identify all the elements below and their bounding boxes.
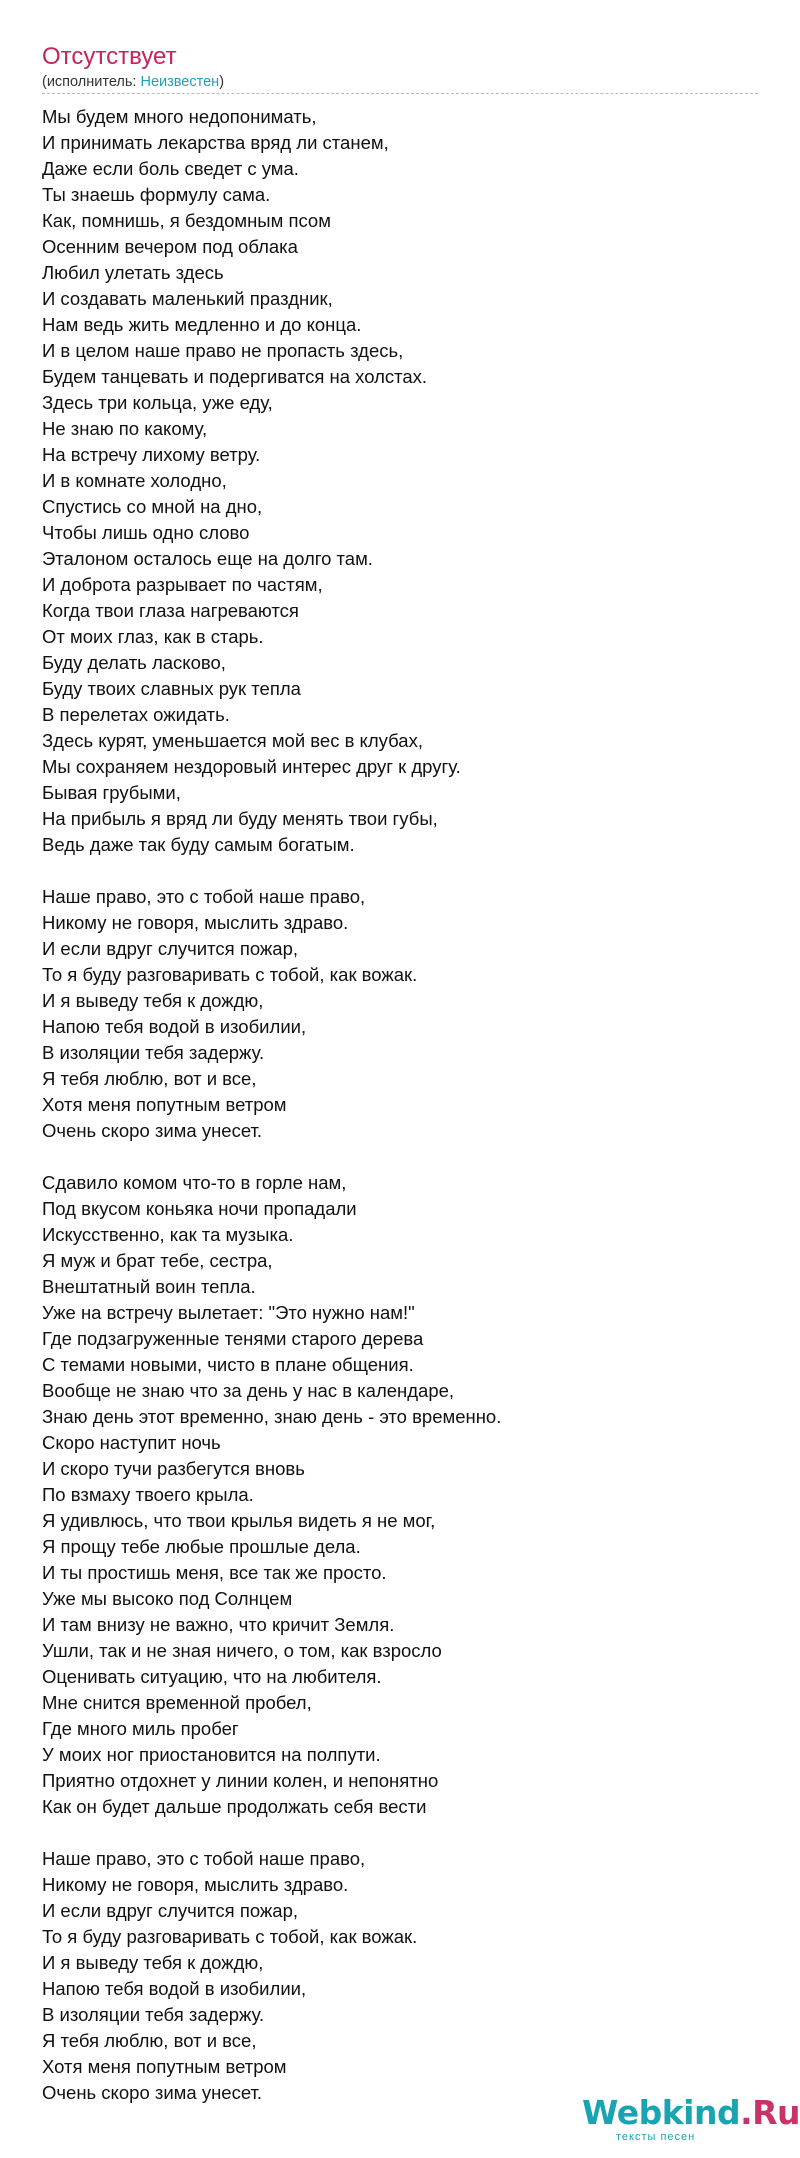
lyric-line: Искусственно, как та музыка.: [42, 1224, 294, 1245]
lyric-line: И в целом наше право не пропасть здесь,: [42, 340, 404, 361]
lyric-line: Я тебя люблю, вот и все,: [42, 2030, 257, 2051]
lyrics-text: [42, 104, 742, 2106]
lyric-line: Скоро наступит ночь: [42, 1432, 221, 1453]
lyric-line: Наше право, это с тобой наше право,: [42, 1848, 366, 1869]
lyric-line: Любил улетать здесь: [42, 262, 224, 283]
lyric-line: И если вдруг случится пожар,: [42, 1900, 299, 1921]
lyric-line: И я выведу тебя к дождю,: [42, 990, 264, 1011]
lyric-line: В изоляции тебя задержу.: [42, 1042, 265, 1063]
lyric-line: Не знаю по какому,: [42, 418, 208, 439]
performer-prefix: (исполнитель:: [42, 74, 141, 90]
lyric-line: Чтобы лишь одно слово: [42, 522, 250, 543]
lyric-line: Напою тебя водой в изобилии,: [42, 1978, 307, 1999]
lyric-line: Бывая грубыми,: [42, 782, 181, 803]
lyric-line: Я прощу тебе любые прошлые дела.: [42, 1536, 361, 1557]
lyric-line: Мы сохраняем нездоровый интерес друг к другу.: [42, 756, 461, 777]
lyrics-stanza: [42, 884, 742, 1144]
webkind-logo[interactable]: [582, 2093, 800, 2153]
lyric-line: В перелетах ожидать.: [42, 704, 230, 725]
lyric-line: Очень скоро зима унесет.: [42, 2082, 263, 2103]
lyrics-stanza: [42, 1846, 742, 2106]
lyric-line: То я буду разговаривать с тобой, как вожак.: [42, 964, 418, 985]
title-divider: [42, 93, 758, 94]
lyric-line: Под вкусом коньяка ночи пропадали: [42, 1198, 357, 1219]
song-title: Отсутствует: [42, 43, 177, 70]
lyric-line: Как, помнишь, я бездомным псом: [42, 210, 331, 231]
logo-wordmark: [582, 2093, 800, 2133]
lyric-line: Вообще не знаю что за день у нас в календаре,: [42, 1380, 455, 1401]
lyric-line: В изоляции тебя задержу.: [42, 2004, 265, 2025]
lyric-line: И скоро тучи разбегутся вновь: [42, 1458, 305, 1479]
lyric-line: Эталоном осталось еще на долго там.: [42, 548, 373, 569]
lyric-line: Осенним вечером под облака: [42, 236, 298, 257]
lyric-line: И если вдруг случится пожар,: [42, 938, 299, 959]
lyric-line: Напою тебя водой в изобилии,: [42, 1016, 307, 1037]
performer-line: [42, 73, 224, 91]
lyric-line: То я буду разговаривать с тобой, как вожак.: [42, 1926, 418, 1947]
logo-name: Webkind: [582, 2093, 741, 2132]
logo-tagline: тексты песен: [616, 2131, 696, 2143]
lyric-line: И принимать лекарства вряд ли станем,: [42, 132, 389, 153]
lyric-line: Здесь три кольца, уже еду,: [42, 392, 273, 413]
lyric-line: Очень скоро зима унесет.: [42, 1120, 263, 1141]
lyric-line: Ушли, так и не зная ничего, о том, как взросло: [42, 1640, 442, 1661]
lyric-line: Спустись со мной на дно,: [42, 496, 263, 517]
lyric-line: Никому не говоря, мыслить здраво.: [42, 1874, 349, 1895]
lyric-line: Буду твоих славных рук тепла: [42, 678, 301, 699]
lyric-line: Уже на встречу вылетает: "Это нужно нам!": [42, 1302, 415, 1323]
logo-tld: .Ru: [740, 2093, 800, 2132]
lyric-line: Когда твои глаза нагреваются: [42, 600, 299, 621]
lyric-line: Мне снится временной пробел,: [42, 1692, 312, 1713]
lyric-line: Будем танцевать и подергиватся на холстах.: [42, 366, 428, 387]
lyric-line: На встречу лихому ветру.: [42, 444, 261, 465]
lyric-line: Хотя меня попутным ветром: [42, 1094, 287, 1115]
lyric-line: И в комнате холодно,: [42, 470, 227, 491]
lyric-line: Я тебя люблю, вот и все,: [42, 1068, 257, 1089]
lyric-line: С темами новыми, чисто в плане общения.: [42, 1354, 414, 1375]
lyric-line: От моих глаз, как в старь.: [42, 626, 264, 647]
performer-link[interactable]: Неизвестен: [140, 74, 220, 90]
lyrics-stanza: [42, 1170, 742, 1820]
lyric-line: У моих ног приостановится на полпути.: [42, 1744, 381, 1765]
lyric-line: Как он будет дальше продолжать себя вести: [42, 1796, 427, 1817]
lyric-line: Никому не говоря, мыслить здраво.: [42, 912, 349, 933]
lyric-line: Оценивать ситуацию, что на любителя.: [42, 1666, 382, 1687]
lyric-line: Ведь даже так буду самым богатым.: [42, 834, 355, 855]
lyric-line: Внештатный воин тепла.: [42, 1276, 256, 1297]
lyric-line: И создавать маленький праздник,: [42, 288, 333, 309]
lyric-line: И там внизу не важно, что кричит Земля.: [42, 1614, 395, 1635]
lyric-line: И доброта разрывает по частям,: [42, 574, 323, 595]
lyric-line: Сдавило комом что-то в горле нам,: [42, 1172, 347, 1193]
lyric-line: Даже если боль сведет с ума.: [42, 158, 299, 179]
lyric-line: Хотя меня попутным ветром: [42, 2056, 287, 2077]
lyric-line: Наше право, это с тобой наше право,: [42, 886, 366, 907]
lyric-line: По взмаху твоего крыла.: [42, 1484, 254, 1505]
lyric-line: И ты простишь меня, все так же просто.: [42, 1562, 387, 1583]
lyric-line: Я удивлюсь, что твои крылья видеть я не мог,: [42, 1510, 436, 1531]
lyrics-stanza: [42, 104, 742, 858]
lyric-line: Знаю день этот временно, знаю день - это временно.: [42, 1406, 502, 1427]
lyric-line: Я муж и брат тебе, сестра,: [42, 1250, 273, 1271]
lyric-line: И я выведу тебя к дождю,: [42, 1952, 264, 1973]
lyric-line: Приятно отдохнет у линии колен, и непонятно: [42, 1770, 439, 1791]
lyric-line: Где подзагруженные тенями старого дерева: [42, 1328, 424, 1349]
lyric-line: Здесь курят, уменьшается мой вес в клубах,: [42, 730, 423, 751]
lyric-line: Ты знаешь формулу сама.: [42, 184, 271, 205]
lyric-line: Уже мы высоко под Солнцем: [42, 1588, 293, 1609]
lyric-line: Буду делать ласково,: [42, 652, 226, 673]
lyric-line: Где много миль пробег: [42, 1718, 239, 1739]
lyric-line: Нам ведь жить медленно и до конца.: [42, 314, 362, 335]
lyric-line: На прибыль я вряд ли буду менять твои губы,: [42, 808, 438, 829]
performer-suffix: ): [219, 74, 225, 90]
lyric-line: Мы будем много недопонимать,: [42, 106, 317, 127]
